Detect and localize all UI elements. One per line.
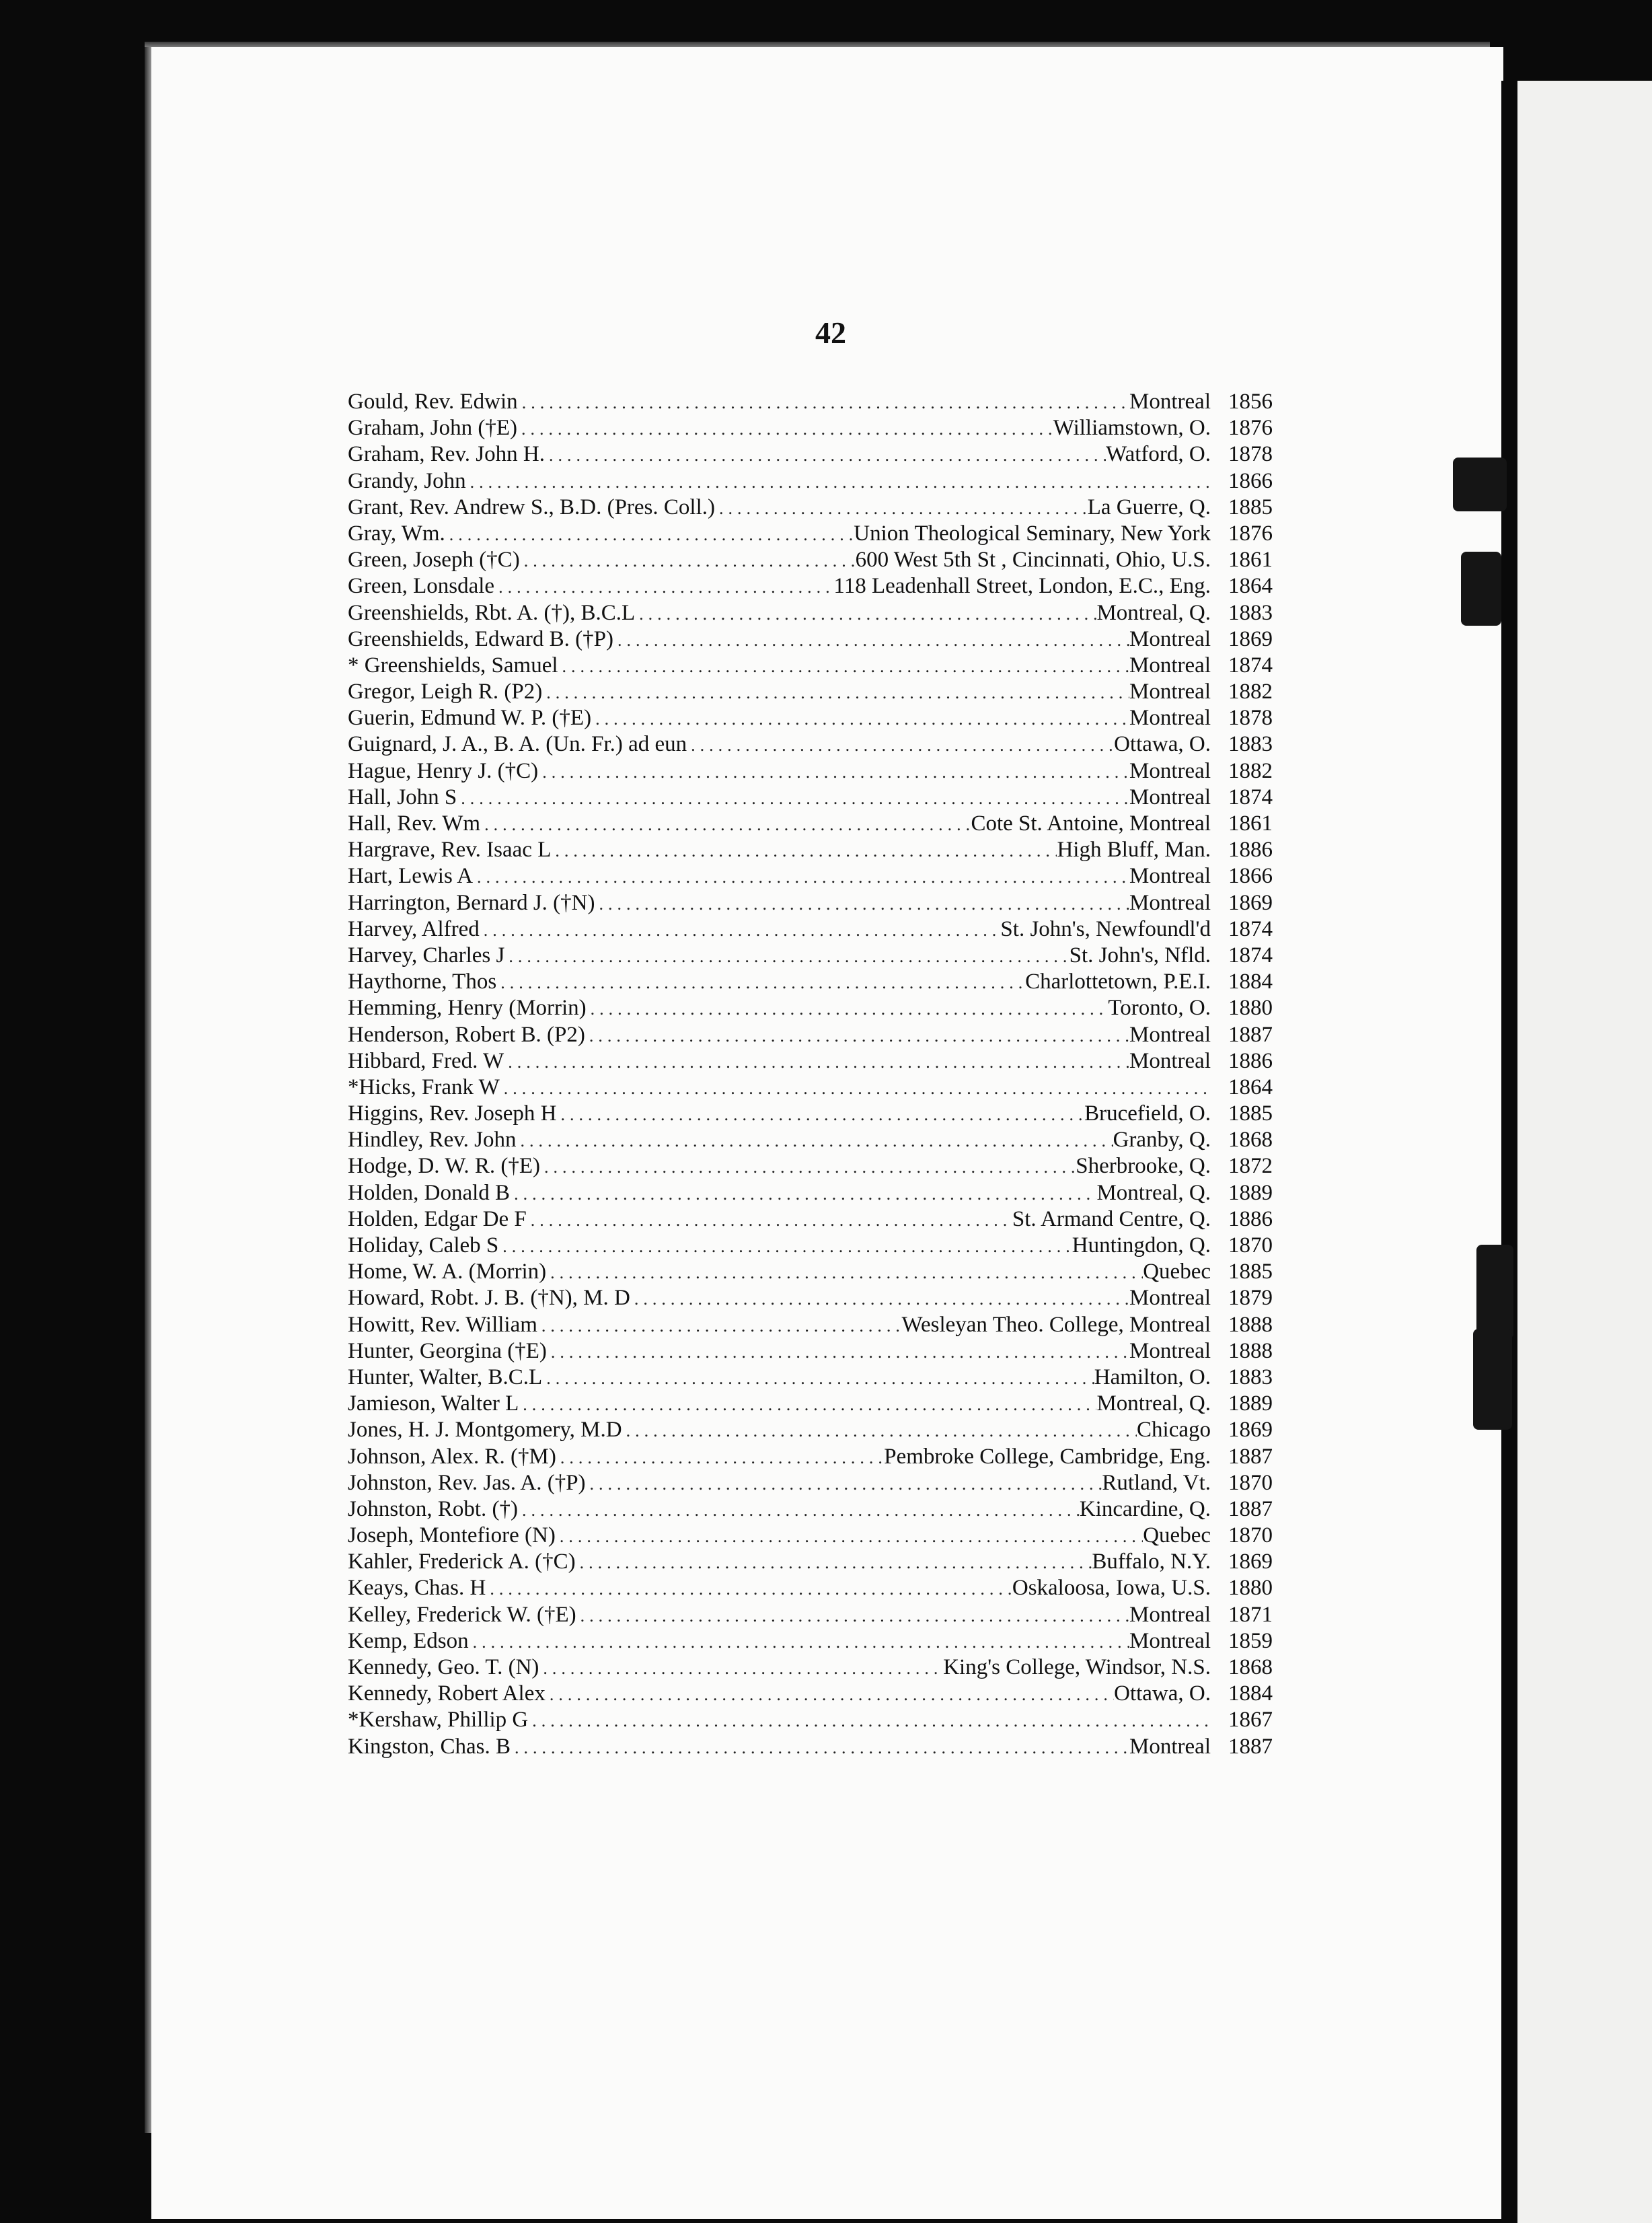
entry-year: 1874 (1228, 943, 1273, 968)
entry-year: 1864 (1228, 1074, 1273, 1099)
leader-dots (591, 706, 1129, 731)
entry-place: Watford, O. (1106, 442, 1211, 467)
leader-dots (517, 416, 1053, 441)
entry-name: Johnston, Robt. (†) (348, 1496, 519, 1521)
entry-year: 1879 (1228, 1286, 1273, 1311)
entry-place: Quebec (1143, 1523, 1211, 1548)
list-item (348, 1022, 1273, 1048)
entry-name: Johnson, Alex. R. (†M) (348, 1444, 556, 1469)
entry-year: 1861 (1228, 548, 1273, 573)
entry-place: Montreal (1129, 1338, 1211, 1363)
entry-place: Cote St. Antoine, Montreal (971, 811, 1211, 836)
leader-dots (576, 1550, 1092, 1575)
list-item (348, 521, 1273, 547)
leader-dots (546, 1681, 1114, 1707)
entry-place: Ottawa, O. (1114, 732, 1211, 757)
list-item (348, 495, 1273, 521)
list-item (348, 441, 1273, 468)
leader-dots (518, 390, 1129, 415)
leader-dots (587, 996, 1109, 1021)
entry-name: Hemming, Henry (Morrin) (348, 996, 587, 1021)
leader-dots (486, 1576, 1012, 1601)
entry-name: Jones, H. J. Montgomery, M.D (348, 1418, 622, 1443)
list-item (348, 468, 1273, 495)
entry-name: Holden, Donald B (348, 1180, 511, 1205)
entry-place: St. John's, Newfoundl'd (1000, 916, 1211, 941)
leader-dots (500, 1075, 1211, 1101)
leader-dots (510, 1181, 1096, 1206)
leader-dots (520, 548, 856, 573)
entry-year: 1884 (1228, 970, 1273, 994)
leader-dots (576, 1603, 1129, 1628)
leader-dots (551, 838, 1057, 863)
entry-name: Hart, Lewis A (348, 864, 474, 889)
leader-dots (519, 1391, 1096, 1417)
list-item (348, 1628, 1273, 1654)
leader-dots (556, 1523, 1143, 1549)
entry-year: 1859 (1228, 1628, 1273, 1653)
list-item (348, 626, 1273, 653)
list-item (348, 1681, 1273, 1707)
entry-place: Montreal (1129, 626, 1211, 651)
list-item (348, 1707, 1273, 1733)
entry-name: Holden, Edgar De F (348, 1206, 527, 1231)
entry-name: Harvey, Charles J (348, 943, 505, 968)
leader-dots (496, 970, 1025, 995)
entry-place: Montreal, Q. (1096, 1391, 1211, 1416)
entry-year: 1870 (1228, 1470, 1273, 1495)
entry-year: 1864 (1228, 574, 1273, 599)
entry-year: 1883 (1228, 732, 1273, 757)
list-item (348, 1602, 1273, 1628)
entry-name: Higgins, Rev. Joseph H (348, 1101, 557, 1126)
leader-dots (585, 1023, 1129, 1048)
leader-dots (480, 811, 971, 837)
entry-place: Granby, Q. (1113, 1128, 1211, 1153)
list-item (348, 863, 1273, 889)
leader-dots (539, 1655, 943, 1681)
entry-name: Hibbard, Fred. W (348, 1048, 504, 1073)
list-item (348, 890, 1273, 916)
entry-name: Hargrave, Rev. Isaac L (348, 838, 552, 863)
entry-place: Montreal (1129, 758, 1211, 783)
leader-dots (613, 627, 1129, 653)
entry-place: La Guerre, Q. (1087, 495, 1211, 519)
entry-name: Kennedy, Geo. T. (N) (348, 1655, 539, 1679)
entry-name: Grandy, John (348, 468, 466, 493)
leader-dots (466, 469, 1211, 495)
leader-dots (528, 1708, 1211, 1733)
entry-year: 1884 (1228, 1681, 1273, 1706)
binding-strip (1501, 81, 1517, 2223)
entry-place: St. John's, Nfld. (1069, 943, 1211, 968)
leader-dots (527, 1207, 1012, 1233)
leader-dots (630, 1286, 1129, 1311)
list-item (348, 1312, 1273, 1338)
leader-dots (540, 1154, 1076, 1179)
entry-name: Howard, Robt. J. B. (†N), M. D (348, 1286, 630, 1311)
entry-place: Montreal (1129, 390, 1211, 414)
leader-dots (537, 1313, 902, 1338)
entry-year: 1867 (1228, 1708, 1273, 1733)
leader-dots (556, 1445, 884, 1470)
entry-name: Haythorne, Thos (348, 970, 497, 994)
entry-year: 1874 (1228, 785, 1273, 809)
list-item (348, 1417, 1273, 1443)
list-item (348, 811, 1273, 837)
entry-year: 1874 (1228, 916, 1273, 941)
entry-place: Montreal (1129, 1602, 1211, 1627)
entry-year: 1872 (1228, 1154, 1273, 1179)
entry-name: Hodge, D. W. R. (†E) (348, 1154, 540, 1179)
entry-place: Williamstown, O. (1053, 416, 1211, 441)
leader-dots (545, 442, 1106, 468)
binding-clip (1476, 1245, 1513, 1339)
leader-dots (542, 680, 1129, 705)
list-item (348, 1259, 1273, 1285)
facing-page-edge (1517, 81, 1652, 2223)
leader-dots (511, 1735, 1129, 1760)
entry-place: King's College, Windsor, N.S. (943, 1655, 1211, 1679)
entry-place: Montreal (1129, 1022, 1211, 1047)
list-item (348, 1153, 1273, 1179)
entry-place: Sherbrooke, Q. (1076, 1154, 1211, 1179)
list-item (348, 389, 1273, 415)
leader-dots (445, 521, 854, 547)
entry-year: 1887 (1228, 1022, 1273, 1047)
leader-dots (498, 1233, 1072, 1259)
binding-clip (1453, 458, 1507, 511)
entry-name: Gregor, Leigh R. (P2) (348, 680, 543, 704)
entry-year: 1878 (1228, 706, 1273, 731)
entry-year: 1856 (1228, 390, 1273, 414)
list-item (348, 1180, 1273, 1206)
entry-name: Hindley, Rev. John (348, 1128, 517, 1153)
entry-place: Montreal (1129, 1734, 1211, 1759)
list-item (348, 1364, 1273, 1391)
binding-clip (1461, 552, 1501, 626)
entry-place: Charlottetown, P.E.I. (1025, 970, 1211, 994)
entry-year: 1888 (1228, 1338, 1273, 1363)
entry-name: Hall, John S (348, 785, 457, 809)
list-item (348, 837, 1273, 863)
list-item (348, 1338, 1273, 1364)
entry-name: Kingston, Chas. B (348, 1734, 511, 1759)
entry-place: 118 Leadenhall Street, London, E.C., Eng. (833, 574, 1211, 599)
entry-year: 1885 (1228, 495, 1273, 519)
page-number: 42 (815, 316, 846, 350)
list-item (348, 1470, 1273, 1496)
leader-dots (546, 1260, 1143, 1285)
leader-dots (494, 574, 833, 599)
entry-name: Hunter, Georgina (†E) (348, 1338, 547, 1363)
entry-year: 1887 (1228, 1444, 1273, 1469)
leader-dots (715, 495, 1088, 521)
entry-year: 1887 (1228, 1496, 1273, 1521)
entry-place: St. Armand Centre, Q. (1012, 1206, 1211, 1231)
entry-place: Rutland, Vt. (1102, 1470, 1211, 1495)
entry-name: Graham, Rev. John H. (348, 442, 545, 467)
list-item (348, 758, 1273, 785)
entry-year: 1885 (1228, 1260, 1273, 1284)
entry-name: Gould, Rev. Edwin (348, 390, 518, 414)
entry-year: 1883 (1228, 1364, 1273, 1389)
entry-place: Montreal, Q. (1096, 1180, 1211, 1205)
leader-dots (538, 759, 1129, 785)
entry-place: Chicago (1137, 1418, 1211, 1443)
entry-place: Kincardine, Q. (1079, 1496, 1211, 1521)
entry-year: 1866 (1228, 468, 1273, 493)
entry-year: 1883 (1228, 600, 1273, 625)
entry-year: 1886 (1228, 1048, 1273, 1073)
list-item (348, 1654, 1273, 1681)
entry-place: Montreal (1129, 706, 1211, 731)
entry-name: Gray, Wm. (348, 521, 445, 546)
list-item (348, 785, 1273, 811)
entry-place: Montreal (1129, 1048, 1211, 1073)
leader-dots (469, 1629, 1129, 1654)
entry-year: 1880 (1228, 1576, 1273, 1601)
entry-place: Pembroke College, Cambridge, Eng. (884, 1444, 1211, 1469)
leader-dots (622, 1418, 1137, 1443)
leader-dots (558, 653, 1130, 679)
entry-name: Harrington, Bernard J. (†N) (348, 890, 595, 915)
entry-place: Montreal (1129, 653, 1211, 678)
entry-year: 1876 (1228, 521, 1273, 546)
entry-name: Grant, Rev. Andrew S., B.D. (Pres. Coll.) (348, 495, 715, 519)
leader-dots (542, 1365, 1094, 1391)
entry-year: 1870 (1228, 1523, 1273, 1548)
entry-name: Greenshields, Rbt. A. (†), B.C.L (348, 600, 636, 625)
entry-year: 1888 (1228, 1312, 1273, 1337)
leader-dots (556, 1101, 1084, 1127)
entry-place: Wesleyan Theo. College, Montreal (901, 1312, 1211, 1337)
entry-year: 1869 (1228, 890, 1273, 915)
list-item (348, 1444, 1273, 1470)
list-item (348, 1734, 1273, 1760)
entry-name: Johnston, Rev. Jas. A. (†P) (348, 1470, 586, 1495)
entry-place: Montreal (1129, 1628, 1211, 1653)
entry-place: Montreal, Q. (1096, 600, 1211, 625)
entry-name: Green, Lonsdale (348, 574, 495, 599)
leader-dots (517, 1128, 1113, 1153)
entry-year: 1882 (1228, 680, 1273, 704)
entry-name: Hague, Henry J. (†C) (348, 758, 539, 783)
list-item (348, 1575, 1273, 1601)
entry-place: Brucefield, O. (1084, 1101, 1211, 1126)
entry-year: 1861 (1228, 811, 1273, 836)
entry-year: 1878 (1228, 442, 1273, 467)
entry-place: Montreal (1129, 864, 1211, 889)
entry-name: * Greenshields, Samuel (348, 653, 558, 678)
list-item (348, 1233, 1273, 1259)
entry-name: Greenshields, Edward B. (†P) (348, 626, 614, 651)
entry-place: High Bluff, Man. (1057, 838, 1211, 863)
entry-name: Kahler, Frederick A. (†C) (348, 1550, 576, 1574)
leader-dots (473, 864, 1129, 889)
list-item (348, 916, 1273, 943)
list-item (348, 1391, 1273, 1417)
entry-place: Montreal (1129, 785, 1211, 809)
leader-dots (457, 785, 1129, 811)
leader-dots (595, 891, 1129, 916)
entry-name: Graham, John (†E) (348, 416, 518, 441)
entry-place: Montreal (1129, 1286, 1211, 1311)
list-item (348, 653, 1273, 679)
entry-year: 1871 (1228, 1602, 1273, 1627)
list-item (348, 705, 1273, 731)
entry-place: Oskaloosa, Iowa, U.S. (1012, 1576, 1211, 1601)
entry-year: 1876 (1228, 416, 1273, 441)
binding-clip (1473, 1329, 1512, 1430)
list-item (348, 1496, 1273, 1523)
list-item (348, 547, 1273, 573)
list-item (348, 731, 1273, 758)
leader-dots (518, 1497, 1080, 1523)
entry-year: 1874 (1228, 653, 1273, 678)
entry-name: Holiday, Caleb S (348, 1233, 499, 1258)
list-item (348, 1074, 1273, 1101)
list-item (348, 995, 1273, 1021)
entry-place: Toronto, O. (1108, 996, 1211, 1021)
entry-name: *Hicks, Frank W (348, 1074, 500, 1099)
entry-year: 1885 (1228, 1101, 1273, 1126)
leader-dots (504, 943, 1069, 969)
entry-year: 1870 (1228, 1233, 1273, 1258)
entry-year: 1886 (1228, 838, 1273, 863)
leader-dots (504, 1049, 1129, 1074)
entry-name: Harvey, Alfred (348, 916, 480, 941)
entry-name: Jamieson, Walter L (348, 1391, 519, 1416)
list-item (348, 573, 1273, 599)
entry-place: Ottawa, O. (1114, 1681, 1211, 1706)
entry-place: Quebec (1143, 1260, 1211, 1284)
entry-year: 1880 (1228, 996, 1273, 1021)
entry-year: 1868 (1228, 1655, 1273, 1679)
entry-place: Union Theological Seminary, New York (854, 521, 1211, 546)
leader-dots (547, 1339, 1129, 1364)
entry-name: Henderson, Robert B. (P2) (348, 1022, 585, 1047)
entry-name: Howitt, Rev. William (348, 1312, 537, 1337)
entry-place: Hamilton, O. (1094, 1364, 1211, 1389)
entry-place: Huntingdon, Q. (1072, 1233, 1211, 1258)
entry-year: 1868 (1228, 1128, 1273, 1153)
entry-name: Guignard, J. A., B. A. (Un. Fr.) ad eun (348, 732, 687, 757)
leader-dots (586, 1471, 1102, 1496)
list-item (348, 1206, 1273, 1233)
entry-place: Buffalo, N.Y. (1092, 1550, 1211, 1574)
entry-year: 1887 (1228, 1734, 1273, 1759)
entry-name: Joseph, Montefiore (N) (348, 1523, 556, 1548)
entry-name: Kelley, Frederick W. (†E) (348, 1602, 576, 1627)
entry-name: Green, Joseph (†C) (348, 548, 520, 573)
list-item (348, 1285, 1273, 1311)
entry-year: 1869 (1228, 1418, 1273, 1443)
entry-year: 1869 (1228, 626, 1273, 651)
entry-year: 1889 (1228, 1391, 1273, 1416)
entry-year: 1866 (1228, 864, 1273, 889)
entries-list (348, 389, 1273, 1760)
entry-name: Hall, Rev. Wm (348, 811, 481, 836)
leader-dots (635, 601, 1096, 626)
list-item (348, 1523, 1273, 1549)
list-item (348, 1048, 1273, 1074)
leader-dots (687, 732, 1114, 758)
entry-name: Keays, Chas. H (348, 1576, 486, 1601)
entry-name: Kennedy, Robert Alex (348, 1681, 546, 1706)
entry-year: 1882 (1228, 758, 1273, 783)
entry-place: Montreal (1129, 680, 1211, 704)
entry-place: Montreal (1129, 890, 1211, 915)
entry-place: 600 West 5th St , Cincinnati, Ohio, U.S. (855, 548, 1211, 573)
list-item (348, 679, 1273, 705)
list-item (348, 415, 1273, 441)
list-item (348, 1101, 1273, 1127)
entry-name: Kemp, Edson (348, 1628, 469, 1653)
entry-name: Hunter, Walter, B.C.L (348, 1364, 543, 1389)
entry-name: *Kershaw, Phillip G (348, 1708, 529, 1733)
entry-year: 1869 (1228, 1550, 1273, 1574)
entry-name: Home, W. A. (Morrin) (348, 1260, 547, 1284)
list-item (348, 969, 1273, 995)
list-item (348, 1127, 1273, 1153)
list-item (348, 1549, 1273, 1575)
list-item (348, 600, 1273, 626)
entry-year: 1889 (1228, 1180, 1273, 1205)
list-item (348, 943, 1273, 969)
entry-name: Guerin, Edmund W. P. (†E) (348, 706, 592, 731)
leader-dots (480, 917, 1001, 943)
entry-year: 1886 (1228, 1206, 1273, 1231)
